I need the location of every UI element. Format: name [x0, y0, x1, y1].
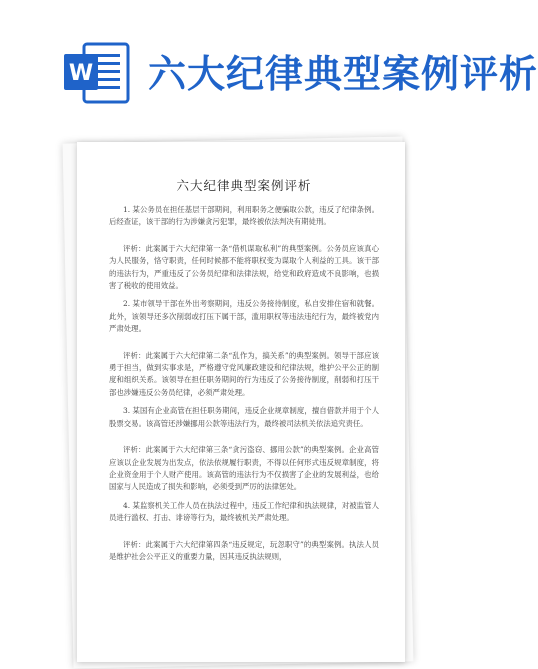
document-title: 六大纪律典型案例评析 [176, 178, 312, 193]
page-header [0, 0, 538, 130]
case-paragraph: 1. 某公务员在担任基层干部期间，利用职务之便骗取公款，违反了纪律条例。后经查证，该干部的行为涉嫌贪污犯罪，最终被依法判决有期徒刑。 [109, 205, 379, 227]
analysis-paragraph: 评析：此案属于六大纪律第二条“乱作为，搞关系”的典型案例。领导干部应该勇于担当，做到实事求是，严格遵守党风廉政建设和纪律法规，维护公平公正的制度和组织关系。该领导在担任职务期间的行为违反了公务接待制度，削弱和打压干部也涉嫌违反公务员纪律，必须严肃处理。 [109, 350, 379, 397]
banner-title: 六大纪律典型案例评析 [148, 52, 538, 96]
analysis-paragraph: 评析：此案属于六大纪律第一条“借机谋取私利”的典型案例。公务员应该真心为人民服务，恪守职责，任何时候都不能将职权变为谋取个人利益的工具。该干部的违法行为，严重违反了公务员纪律和法律法规，给党和政府造成不良影响，也损害了税收的使用效益。 [109, 243, 379, 291]
analysis-paragraph: 评析：此案属于六大纪律第四条“违反规定，玩忽职守”的典型案例。执法人员是维护社会公平正义的重要力量，因其违反执法规则， [109, 539, 379, 561]
case-paragraph: 3. 某国有企业高管在担任职务期间，违反企业规章制度，擅自借款并用于个人股票交易。该高管还涉嫌挪用公款等违法行为，最终被司法机关依法追究责任。 [109, 406, 379, 428]
document-page [77, 142, 405, 662]
svg-text:W: W [68, 61, 94, 86]
case-paragraph: 2. 某市领导干部在外出考察期间，违反公务接待制度，私自安排住宿和就餐。此外，该领导还多次削弱或打压下属干部，滥用职权等违法违纪行为，最终被党内严肃处理。 [109, 299, 379, 334]
analysis-paragraph: 评析：此案属于六大纪律第三条“贪污盗窃、挪用公款”的典型案例。企业高管应该以企业发展为出发点，依法依规履行职责，不得以任何形式违反规章制度，将企业资金用于个人财产使用。该高管的违法行为不仅损害了企业的发展利益，也给国家与人民造成了损失和影响，必须受到严厉的法律惩处。 [109, 445, 379, 492]
word-document-icon [62, 40, 132, 106]
case-paragraph: 4. 某监察机关工作人员在执法过程中，违反工作纪律和执法规律，对被监管人员进行滥权、打击、诽谤等行为，最终被机关严肃处理。 [109, 500, 379, 523]
